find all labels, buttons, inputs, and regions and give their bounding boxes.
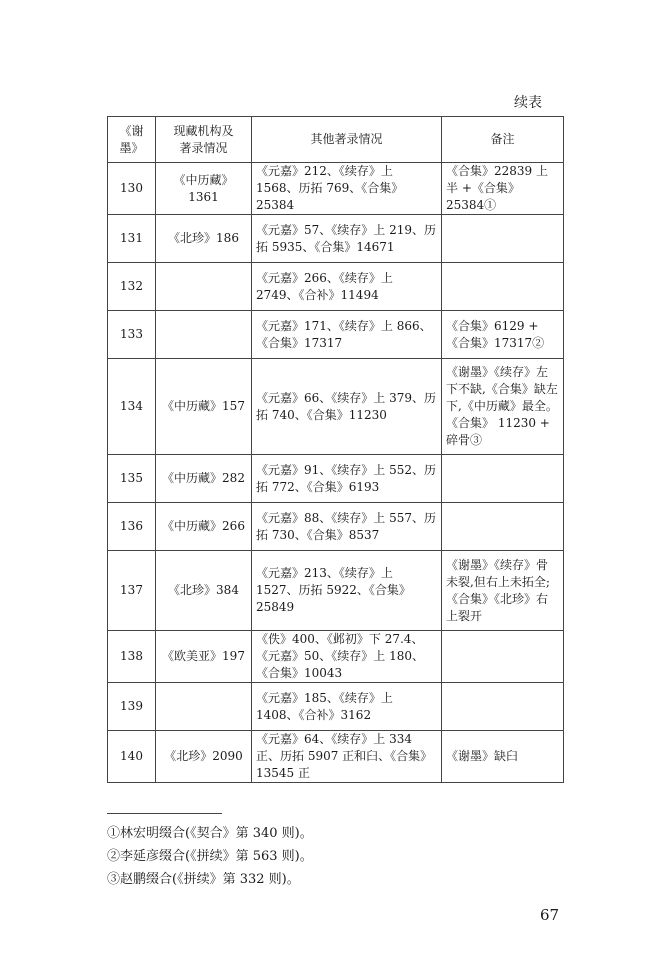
header-cell: 其他著录情况 bbox=[252, 117, 442, 163]
table-header-row bbox=[108, 117, 564, 163]
cell-id: 135 bbox=[108, 455, 156, 503]
cell-note bbox=[442, 503, 564, 551]
cell-note bbox=[442, 631, 564, 683]
cell-note: 《谢墨》《续存》左下不缺,《合集》缺左下,《中历藏》最全。《合集》 11230 + 碎骨③ bbox=[442, 359, 564, 455]
cell-id: 136 bbox=[108, 503, 156, 551]
table-row bbox=[108, 455, 564, 503]
cell-id: 137 bbox=[108, 551, 156, 631]
cell-other-records: 《元嘉》185、《续存》上 1408、《合补》3162 bbox=[252, 683, 442, 731]
footnote-rule bbox=[107, 813, 222, 814]
cell-id: 139 bbox=[108, 683, 156, 731]
cell-other-records: 《元嘉》213、《续存》上 1527、历拓 5922、《合集》25849 bbox=[252, 551, 442, 631]
table-row bbox=[108, 731, 564, 783]
cell-note bbox=[442, 263, 564, 311]
page-number: 67 bbox=[540, 906, 560, 924]
cell-note bbox=[442, 683, 564, 731]
cell-other-records: 《元嘉》91、《续存》上 552、历拓 772、《合集》6193 bbox=[252, 455, 442, 503]
cell-institution: 《中历藏》1361 bbox=[156, 163, 252, 215]
table-row bbox=[108, 359, 564, 455]
cell-note bbox=[442, 215, 564, 263]
cell-id: 133 bbox=[108, 311, 156, 359]
cell-institution: 《中历藏》157 bbox=[156, 359, 252, 455]
header-cell: 备注 bbox=[442, 117, 564, 163]
cell-id: 130 bbox=[108, 163, 156, 215]
cell-institution: 《中历藏》266 bbox=[156, 503, 252, 551]
cell-institution: 《中历藏》282 bbox=[156, 455, 252, 503]
cell-institution: 《北珍》186 bbox=[156, 215, 252, 263]
cell-other-records: 《元嘉》266、《续存》上 2749、《合补》11494 bbox=[252, 263, 442, 311]
cell-id: 134 bbox=[108, 359, 156, 455]
cell-institution: 《北珍》2090 bbox=[156, 731, 252, 783]
header-cell: 现藏机构及著录情况 bbox=[156, 117, 252, 163]
header-cell: 《谢墨》 bbox=[108, 117, 156, 163]
cell-other-records: 《元嘉》171、《续存》上 866、《合集》17317 bbox=[252, 311, 442, 359]
cell-institution: 《欧美亚》197 bbox=[156, 631, 252, 683]
cell-note: 《谢墨》缺臼 bbox=[442, 731, 564, 783]
cell-other-records: 《元嘉》66、《续存》上 379、历拓 740、《合集》11230 bbox=[252, 359, 442, 455]
cell-note bbox=[442, 455, 564, 503]
cell-other-records: 《元嘉》212、《续存》上 1568、历拓 769、《合集》25384 bbox=[252, 163, 442, 215]
cell-id: 131 bbox=[108, 215, 156, 263]
table-row bbox=[108, 163, 564, 215]
cell-other-records: 《佚》400、《邺初》下 27.4、《元嘉》50、《续存》上 180、《合集》10043 bbox=[252, 631, 442, 683]
cell-id: 140 bbox=[108, 731, 156, 783]
footnote: ①林宏明缀合(《契合》第 340 则)。 bbox=[107, 826, 313, 841]
footnote: ③赵鹏缀合(《拼续》第 332 则)。 bbox=[107, 872, 300, 887]
cell-institution bbox=[156, 311, 252, 359]
table-row bbox=[108, 631, 564, 683]
table-row bbox=[108, 215, 564, 263]
cell-note: 《合集》22839 上半 +《合集》25384① bbox=[442, 163, 564, 215]
cell-institution bbox=[156, 263, 252, 311]
cell-other-records: 《元嘉》57、《续存》上 219、历拓 5935、《合集》14671 bbox=[252, 215, 442, 263]
cell-other-records: 《元嘉》88、《续存》上 557、历拓 730、《合集》8537 bbox=[252, 503, 442, 551]
table-row bbox=[108, 683, 564, 731]
continued-label: 续表 bbox=[514, 95, 542, 111]
table-row bbox=[108, 311, 564, 359]
cell-institution: 《北珍》384 bbox=[156, 551, 252, 631]
cell-note: 《合集》6129 +《合集》17317② bbox=[442, 311, 564, 359]
catalog-table bbox=[107, 116, 564, 783]
cell-institution bbox=[156, 683, 252, 731]
cell-id: 132 bbox=[108, 263, 156, 311]
cell-other-records: 《元嘉》64、《续存》上 334 正、历拓 5907 正和臼、《合集》13545 正 bbox=[252, 731, 442, 783]
cell-note: 《谢墨》《续存》骨未裂,但右上未拓全;《合集》《北珍》右上裂开 bbox=[442, 551, 564, 631]
table-row bbox=[108, 551, 564, 631]
table-row bbox=[108, 503, 564, 551]
footnote: ②李延彦缀合(《拼续》第 563 则)。 bbox=[107, 849, 313, 864]
table-row bbox=[108, 263, 564, 311]
cell-id: 138 bbox=[108, 631, 156, 683]
